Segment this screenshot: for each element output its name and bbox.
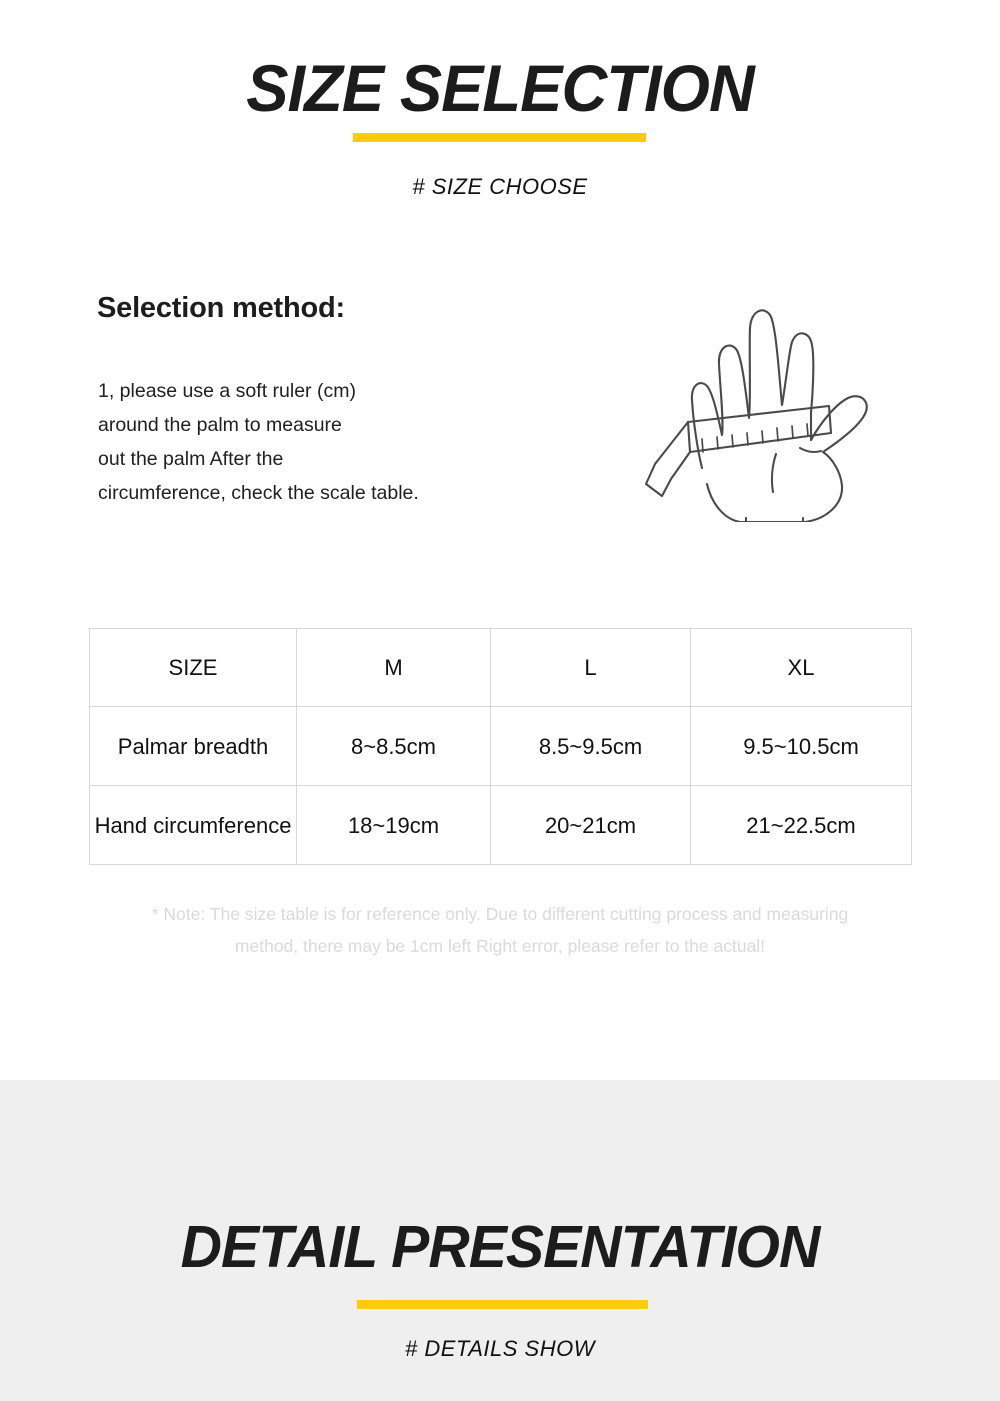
hand-measuring-illustration bbox=[645, 272, 920, 522]
detail-accent-bar bbox=[357, 1300, 648, 1309]
table-header-cell: SIZE bbox=[90, 629, 297, 707]
method-line: out the palm After the bbox=[98, 448, 284, 470]
table-header-row bbox=[90, 629, 912, 707]
table-header-cell: M bbox=[297, 629, 491, 707]
size-selection-title: SIZE SELECTION bbox=[246, 51, 754, 125]
note-line: * Note: The size table is for reference only. Due to different cutting process and measuring bbox=[151, 904, 849, 924]
method-line: 1, please use a soft ruler (cm) bbox=[98, 380, 356, 402]
size-selection-subtitle: # SIZE CHOOSE bbox=[412, 174, 588, 199]
method-line: circumference, check the scale table. bbox=[98, 482, 419, 504]
size-table-note bbox=[30, 898, 970, 962]
row-value: 8~8.5cm bbox=[297, 707, 491, 786]
detail-presentation-title: DETAIL PRESENTATION bbox=[180, 1214, 820, 1280]
row-value: 18~19cm bbox=[297, 786, 491, 865]
table-row bbox=[90, 707, 912, 786]
row-label: Palmar breadth bbox=[90, 707, 297, 786]
table-header-cell: XL bbox=[691, 629, 912, 707]
row-value: 20~21cm bbox=[491, 786, 691, 865]
size-table bbox=[89, 628, 912, 865]
table-header-cell: L bbox=[491, 629, 691, 707]
row-value: 8.5~9.5cm bbox=[491, 707, 691, 786]
selection-method-text bbox=[98, 374, 568, 510]
title-accent-bar bbox=[353, 133, 646, 142]
row-value: 9.5~10.5cm bbox=[691, 707, 912, 786]
table-row bbox=[90, 786, 912, 865]
selection-method-heading: Selection method: bbox=[97, 292, 345, 324]
row-label: Hand circumference bbox=[90, 786, 297, 865]
row-value: 21~22.5cm bbox=[691, 786, 912, 865]
note-line: method, there may be 1cm left Right error, please refer to the actual! bbox=[234, 936, 766, 956]
detail-presentation-subtitle: # DETAILS SHOW bbox=[405, 1336, 595, 1361]
method-line: around the palm to measure bbox=[98, 414, 342, 436]
